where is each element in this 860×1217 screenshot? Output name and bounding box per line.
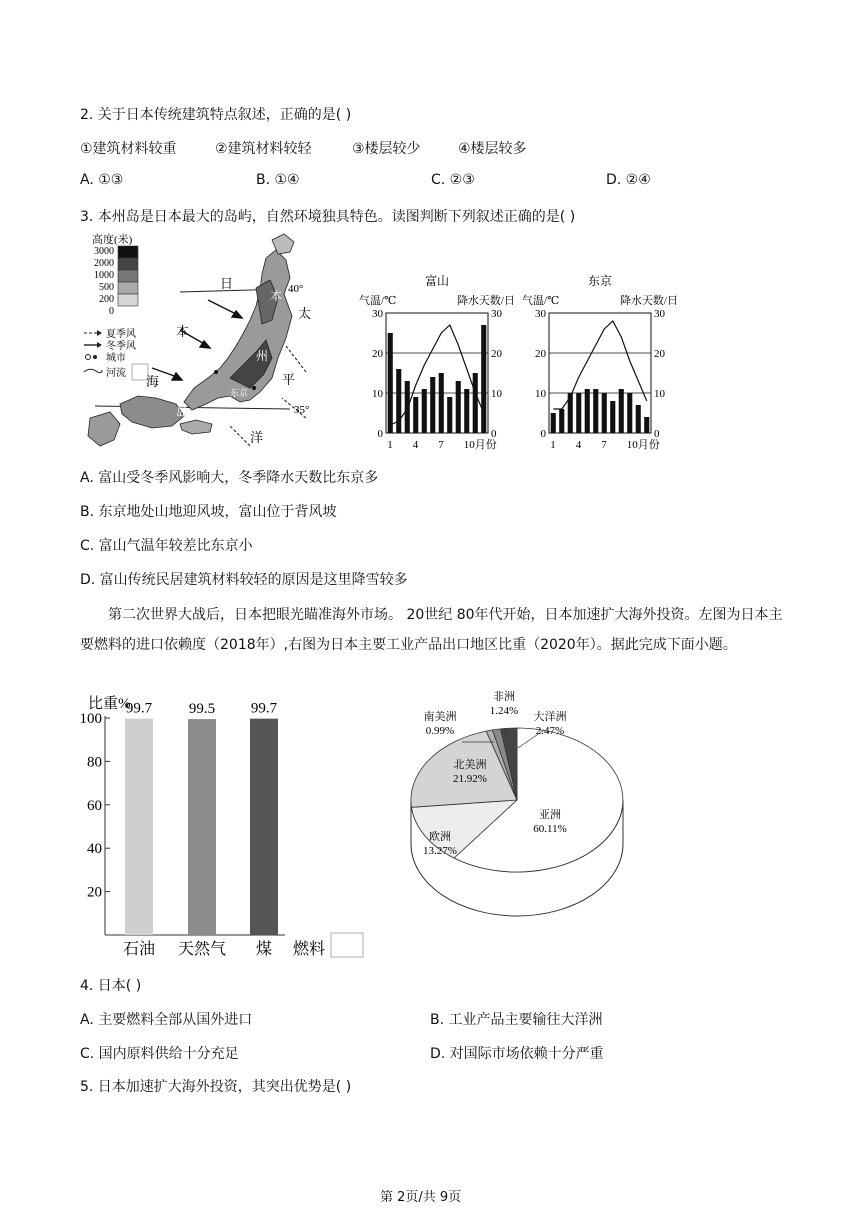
bar-value-label: 99.5	[188, 701, 216, 718]
q4-stem: 4. 日本( )	[80, 978, 142, 994]
map-label-ocean-ping: 平	[282, 372, 296, 387]
legend-level-label: 2000	[94, 258, 114, 269]
y-tick-label: 60	[87, 797, 102, 814]
bar-category-label: 天然气	[177, 941, 227, 958]
x-tick-label: 10月份	[626, 439, 660, 451]
pie-slice-value: 1.24%	[489, 705, 519, 717]
q2-option-d: D. ②④	[606, 172, 651, 188]
temperature-line	[390, 325, 484, 425]
map-label-ocean-yang: 洋	[250, 430, 264, 445]
right-tick-label: 20	[491, 348, 502, 360]
q2-option-b: B. ①④	[256, 172, 300, 188]
q4-option-d: D. 对国际市场依赖十分严重	[430, 1046, 604, 1062]
page-footer: 第 2页/共 9页	[380, 1190, 462, 1205]
bar-value-label: 99.7	[125, 700, 153, 717]
map-legend-title: 高度(米)	[92, 234, 133, 246]
rain-days-bar	[602, 393, 607, 433]
map-label-sea-hai: 海	[146, 374, 160, 389]
q2-item-3: ③楼层较少	[352, 141, 421, 157]
q5-stem: 5. 日本加速扩大海外投资，其突出优势是( )	[80, 1079, 352, 1095]
q3-option-b: B. 东京地处山地迎风坡，富山位于背风坡	[80, 504, 337, 520]
pie-slice-value: 21.92%	[453, 773, 487, 785]
right-tick-label: 20	[654, 348, 665, 360]
pie-slice-name: 大洋洲	[533, 711, 567, 723]
y-tick-label: 40	[87, 841, 102, 858]
pie-slice-value: 2.47%	[535, 725, 565, 737]
rain-days-bar	[551, 413, 556, 433]
left-tick-label: 0	[540, 428, 546, 440]
q4-option-a: A. 主要燃料全部从国外进口	[80, 1012, 253, 1028]
x-tick-label: 4	[575, 439, 582, 451]
x-tick-label: 10月份	[463, 439, 497, 451]
toyama-city-icon	[214, 370, 218, 374]
rain-days-bar	[413, 397, 418, 433]
x-tick-label: 1	[387, 439, 393, 451]
legend-swatch	[118, 282, 138, 294]
bar-xlabel: 燃料	[293, 941, 326, 958]
x-tick-label: 4	[412, 439, 419, 451]
pie-slice-name: 北美洲	[453, 759, 487, 771]
rain-days-bar	[473, 373, 478, 433]
right-tick-label: 30	[491, 308, 502, 320]
rain-days-bar	[576, 393, 581, 433]
left-axis-label: 气温/℃	[359, 295, 397, 307]
map-label-sea-ri: 日	[220, 276, 234, 291]
rain-days-bar	[610, 401, 615, 433]
q2-stem: 2. 关于日本传统建筑特点叙述，正确的是( )	[80, 107, 352, 123]
q2-option-c: C. ②③	[431, 172, 475, 188]
right-tick-label: 30	[654, 308, 665, 320]
left-tick-label: 10	[372, 388, 383, 400]
pie-slice-name: 南美洲	[423, 711, 457, 723]
blank-box	[331, 933, 363, 957]
left-tick-label: 20	[535, 348, 546, 360]
bar-category-label: 石油	[122, 941, 156, 958]
fuel-bar	[125, 719, 153, 935]
q3-stem: 3. 本州岛是日本最大的岛屿，自然环境独具特色。读图判断下列叙述正确的是( )	[80, 209, 576, 225]
rain-days-bar	[559, 409, 564, 433]
left-tick-label: 30	[535, 308, 546, 320]
map-label-toyama: 富山	[200, 358, 219, 368]
map-label-tokyo: 东京	[230, 388, 249, 398]
rain-days-bar	[619, 389, 624, 433]
japan-map	[80, 228, 335, 453]
export-region-pie-chart	[400, 690, 645, 945]
climate-chart-title: 富山	[424, 274, 450, 288]
climate-chart-toyama	[357, 270, 517, 453]
lat-35-label: 35°	[294, 404, 310, 416]
map-label-sea-ben: 本	[176, 324, 190, 339]
x-tick-label: 1	[550, 439, 556, 451]
right-tick-label: 0	[654, 428, 660, 440]
q4-option-b: B. 工业产品主要输往大洋洲	[430, 1012, 603, 1028]
legend-swatch	[118, 246, 138, 258]
rain-days-bar	[481, 325, 486, 433]
rain-days-bar	[593, 389, 598, 433]
legend-swatch	[118, 294, 138, 306]
y-tick-label: 100	[80, 711, 102, 727]
rain-days-bar	[396, 369, 401, 433]
legend-city: 城市	[106, 353, 126, 364]
legend-winter-monsoon: 冬季风	[106, 341, 136, 352]
left-tick-label: 30	[372, 308, 383, 320]
right-tick-label: 10	[654, 388, 665, 400]
rain-days-bar	[627, 393, 632, 433]
right-axis-label: 降水天数/日	[456, 295, 515, 307]
legend-level-label: 0	[109, 306, 114, 317]
right-tick-label: 10	[491, 388, 502, 400]
rain-days-bar	[464, 389, 469, 433]
bar-value-label: 99.7	[250, 700, 278, 717]
q4-option-c: C. 国内原料供给十分充足	[80, 1046, 239, 1062]
pie-slice-value: 13.27%	[423, 845, 457, 857]
q3-option-a: A. 富山受冬季风影响大，冬季降水天数比东京多	[80, 470, 379, 486]
lat-40-label: 40°	[288, 283, 304, 295]
pie-slice-name: 非洲	[493, 691, 515, 703]
legend-summer-monsoon: 夏季风	[106, 329, 136, 340]
left-tick-label: 0	[377, 428, 383, 440]
q3-option-d: D. 富山传统民居建筑材料较轻的原因是这里降雪较多	[80, 572, 408, 588]
map-label-island-dao: 岛	[176, 405, 189, 419]
legend-river: 河流	[106, 368, 126, 379]
left-tick-label: 10	[535, 388, 546, 400]
rain-days-bar	[422, 389, 427, 433]
legend-level-label: 3000	[94, 246, 114, 257]
climate-chart-title: 东京	[587, 274, 613, 288]
q3-option-c: C. 富山气温年较差比东京小	[80, 538, 253, 554]
left-axis-label: 气温/℃	[522, 295, 560, 307]
q2-item-1: ①建筑材料较重	[80, 141, 177, 157]
pie-slice-name: 亚洲	[539, 809, 561, 821]
x-tick-label: 7	[601, 439, 607, 451]
y-tick-label: 80	[87, 754, 102, 771]
legend-swatch	[118, 258, 138, 270]
tokyo-city-icon	[252, 386, 256, 390]
map-label-ocean-tai: 太	[298, 306, 312, 321]
pie-slice-value: 60.11%	[533, 823, 567, 835]
legend-level-label: 500	[99, 282, 114, 293]
fuel-bar	[188, 719, 216, 935]
rain-days-bar	[456, 381, 461, 433]
q2-item-2: ②建筑材料较轻	[215, 141, 312, 157]
bar-ylabel: 比重%	[88, 696, 131, 712]
rain-days-bar	[439, 373, 444, 433]
climate-chart-tokyo	[520, 270, 680, 453]
legend-swatch	[118, 270, 138, 282]
left-tick-label: 20	[372, 348, 383, 360]
map-label-island-zhou: 州	[256, 349, 269, 363]
rain-days-bar	[636, 405, 641, 433]
temperature-line	[553, 321, 647, 409]
reading-passage: 第二次世界大战后，日本把眼光瞄准海外市场。 20世纪 80年代开始，日本加速扩大海外投资。左图为日本主要燃料的进口依赖度（2018年）,右图为日本主要工业产品出口地区比重（2020年）。据此完成下面小题。	[80, 607, 783, 653]
rain-days-bar	[388, 333, 393, 433]
q2-item-4: ④楼层较多	[458, 141, 527, 157]
rain-days-bar	[585, 389, 590, 433]
rain-days-bar	[644, 417, 649, 433]
map-label-island-ben: 本	[270, 289, 283, 303]
pie-slice-value: 0.99%	[425, 725, 455, 737]
y-tick-label: 20	[87, 884, 102, 901]
right-axis-label: 降水天数/日	[619, 295, 678, 307]
rain-days-bar	[405, 381, 410, 433]
legend-level-label: 1000	[94, 270, 114, 281]
fuel-bar	[250, 719, 278, 935]
q2-option-a: A. ①③	[80, 172, 124, 188]
rain-days-bar	[447, 397, 452, 433]
fuel-import-bar-chart	[80, 690, 370, 960]
bar-category-label: 煤	[255, 941, 273, 958]
x-tick-label: 7	[438, 439, 444, 451]
right-tick-label: 0	[491, 428, 497, 440]
pie-slice-name: 欧洲	[429, 831, 451, 843]
legend-level-label: 200	[99, 294, 114, 305]
rain-days-bar	[430, 377, 435, 433]
